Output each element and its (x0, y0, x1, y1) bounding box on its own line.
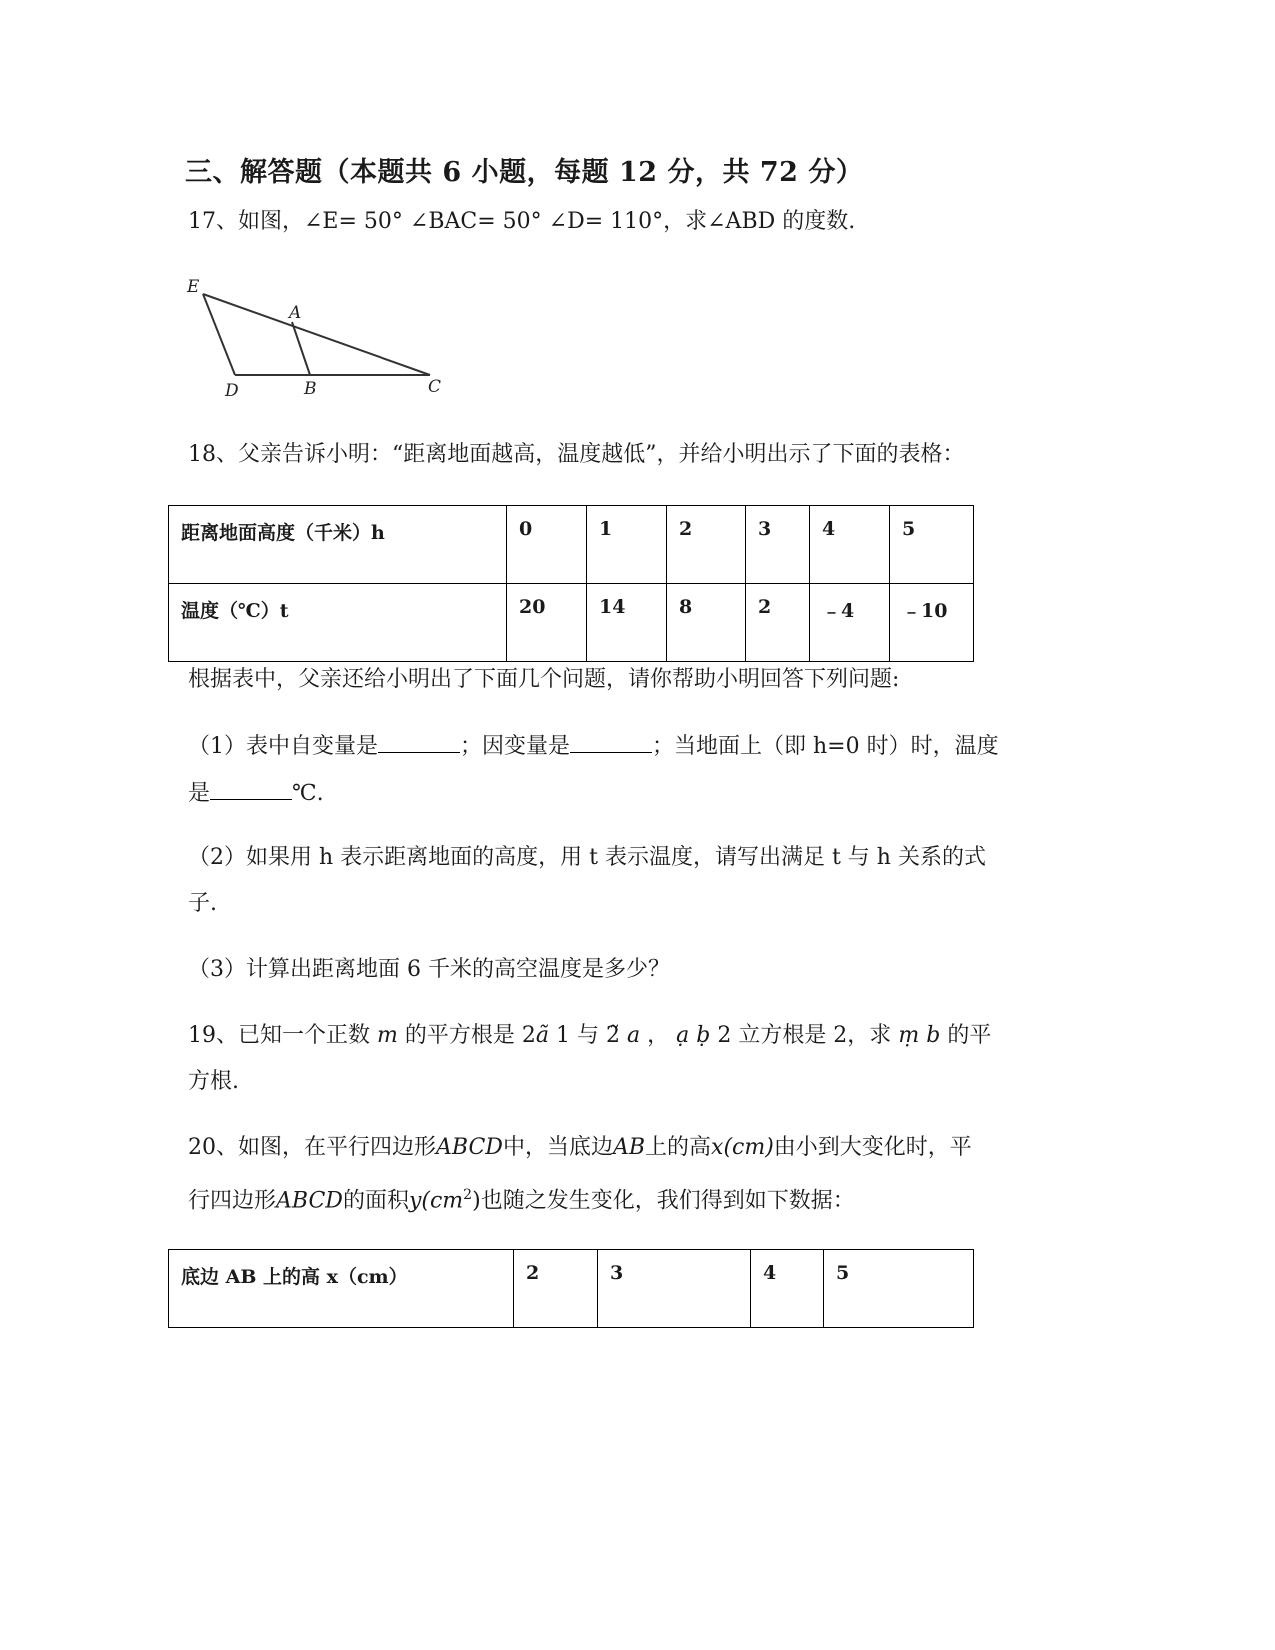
q19-a: 19、已知一个正数 (188, 1023, 370, 1048)
q19-f: ạ ḅ (676, 1023, 711, 1048)
edge-EC (203, 294, 430, 375)
area-table (168, 1249, 974, 1328)
part1-text-c: ；当地面上（即 h=0 时）时，温度 (652, 734, 999, 759)
q20-text-cont (188, 1180, 855, 1216)
q20-l2a: 行四边形 (188, 1188, 277, 1214)
q20-l2c: 也随之发生变化，我们得到如下数据： (480, 1188, 855, 1214)
q20-ab: AB (612, 1135, 646, 1160)
q20-close: ) (472, 1188, 481, 1214)
table-row (169, 506, 974, 584)
table-row (169, 584, 974, 662)
q19-text-cont: 方根. (188, 1069, 239, 1094)
part1-text-d: 是 (188, 781, 211, 806)
section-title: 三、解答题（本题共 6 小题，每题 12 分，共 72 分） (185, 157, 864, 188)
temperature-table (168, 505, 974, 662)
table-header-base-height: 底边 AB 上的高 x（cm） (169, 1250, 514, 1328)
q20-abcd-2: ABCD (276, 1188, 343, 1214)
q19-e: ， (647, 1023, 670, 1048)
label-E: E (187, 277, 200, 297)
table-cell: 0 (507, 506, 587, 584)
q20-ycm: y(cm (408, 1188, 464, 1214)
table-cell: 1 (587, 506, 667, 584)
table-header-height: 距离地面高度（千米）h (169, 506, 507, 584)
label-D: D (225, 381, 239, 401)
q19-c: 1 与 2̃ (556, 1023, 627, 1048)
table-cell: ﹣4 (810, 584, 890, 662)
table-cell: ﹣10 (890, 584, 974, 662)
answer-blank-temperature[interactable] (210, 777, 292, 800)
table-cell: 8 (667, 584, 746, 662)
q20-l1c: 上的高 (645, 1135, 712, 1160)
q20-abcd: ABCD (436, 1135, 503, 1160)
q17-text: 17、如图，∠E= 50° ∠BAC= 50° ∠D= 110°，求∠ABD 的度数. (188, 209, 856, 234)
q19-text (188, 1021, 991, 1051)
label-B: B (304, 379, 317, 399)
label-C: C (428, 377, 442, 397)
table-cell: 4 (751, 1250, 824, 1328)
q18-part1 (188, 730, 999, 762)
table-cell: 14 (587, 584, 667, 662)
table-cell: 3 (598, 1250, 751, 1328)
q20-text (188, 1133, 972, 1163)
q20-sup: 2 (463, 1187, 473, 1203)
table-cell: 5 (890, 506, 974, 584)
q20-l1d: 由小到大变化时，平 (773, 1135, 972, 1160)
q19-j: 的平 (947, 1023, 992, 1048)
table-cell: 20 (507, 584, 587, 662)
q18-part2: （2）如果用 h 表示距离地面的高度，用 t 表示温度，请写出满足 t 与 h 关系的式 (188, 845, 986, 870)
q19-b: 的平方根是 2 (404, 1023, 536, 1048)
q19-m: m (377, 1023, 398, 1048)
answer-blank-independent[interactable] (378, 730, 460, 753)
table-cell: 3 (746, 506, 810, 584)
q20-xcm: x(cm) (711, 1135, 774, 1160)
q19-h: ṃ (898, 1023, 920, 1048)
q19-d: a (626, 1023, 641, 1048)
part1-text-e: ℃. (292, 781, 324, 806)
q18-part1-cont (188, 777, 324, 809)
label-A: A (289, 303, 302, 323)
part1-text-a: （1）表中自变量是 (188, 734, 378, 759)
part1-text-b: ；因变量是 (460, 734, 571, 759)
q19-i: b (926, 1023, 941, 1048)
table-cell: 2 (746, 584, 810, 662)
q19-avar: ã (535, 1023, 549, 1048)
q20-l1b: 中，当底边 (502, 1135, 613, 1160)
q18-intro: 18、父亲告诉小明：“距离地面越高，温度越低”，并给小明出示了下面的表格： (188, 442, 965, 467)
triangle-figure (185, 270, 455, 405)
table-cell: 2 (667, 506, 746, 584)
table-row (169, 1250, 974, 1328)
answer-blank-dependent[interactable] (570, 730, 652, 753)
q18-part2-cont: 子. (188, 891, 217, 916)
q20-l2b: 的面积 (342, 1188, 409, 1214)
q18-prompt: 根据表中，父亲还给小明出了下面几个问题，请你帮助小明回答下列问题: (188, 667, 900, 692)
q18-part3: （3）计算出距离地面 6 千米的高空温度是多少？ (188, 957, 670, 982)
table-cell: 4 (810, 506, 890, 584)
edge-ED (203, 294, 235, 375)
q19-g: 2 立方根是 2，求 (717, 1023, 892, 1048)
table-cell: 5 (824, 1250, 974, 1328)
q20-l1a: 20、如图，在平行四边形 (188, 1135, 436, 1160)
table-cell: 2 (514, 1250, 598, 1328)
table-header-temperature: 温度（℃）t (169, 584, 507, 662)
